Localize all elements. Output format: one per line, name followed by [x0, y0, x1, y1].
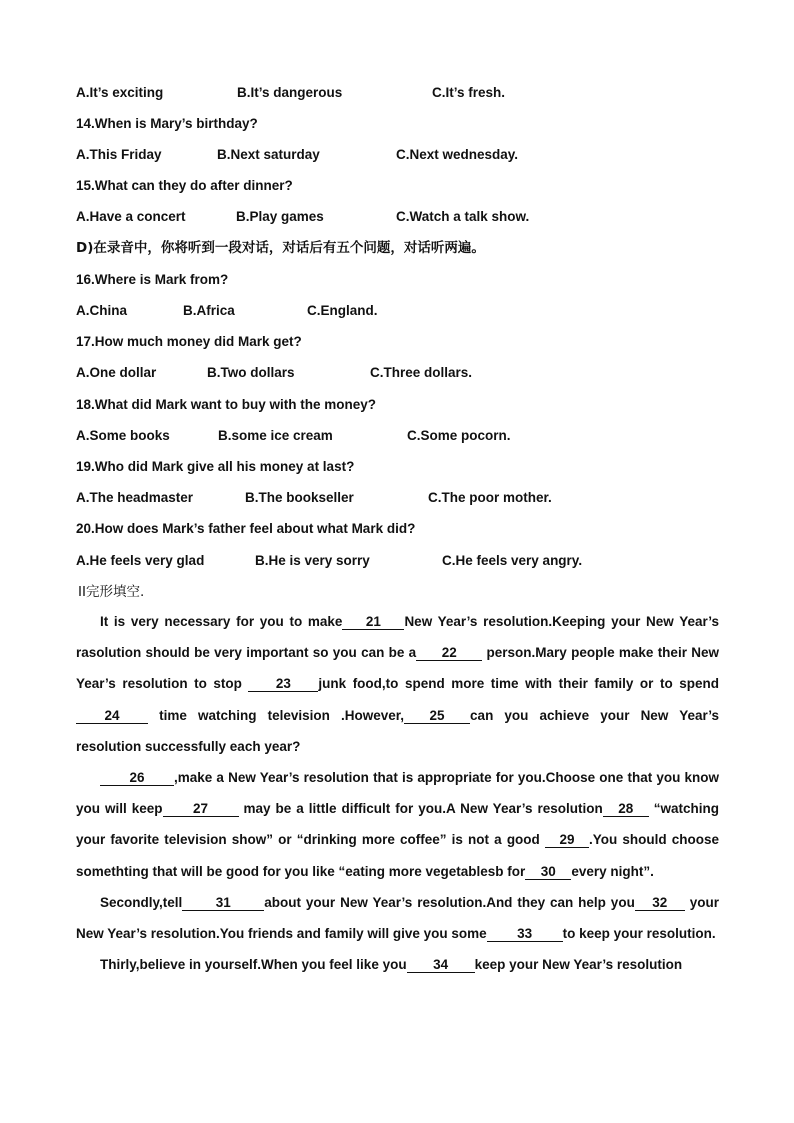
blank-27[interactable]: 27 — [163, 801, 239, 817]
q14-option-c: C.Next wednesday. — [396, 147, 519, 162]
blank-32[interactable]: 32 — [635, 895, 685, 911]
cloze-passage — [76, 606, 719, 980]
q20-option-c: C.He feels very angry. — [442, 553, 583, 568]
q16-option-b: B.Africa — [183, 303, 235, 318]
blank-24[interactable]: 24 — [76, 708, 148, 724]
q19-option-b: B.The bookseller — [245, 490, 354, 505]
q14-option-b: B.Next saturday — [217, 147, 320, 162]
q17-question: 17.How much money did Mark get? — [76, 334, 302, 349]
blank-33[interactable]: 33 — [487, 926, 563, 942]
q15-option-b: B.Play games — [236, 209, 324, 224]
blank-30[interactable]: 30 — [525, 864, 571, 880]
q13-option-c: C.It’s fresh. — [432, 85, 506, 100]
blank-21[interactable]: 21 — [342, 614, 404, 630]
blank-25[interactable]: 25 — [404, 708, 470, 724]
blank-22[interactable]: 22 — [416, 645, 482, 661]
q18-question: 18.What did Mark want to buy with the money? — [76, 397, 377, 412]
q20-question: 20.How does Mark’s father feel about what Mark did? — [76, 521, 416, 536]
cloze-paragraph-3: Secondly,tell 31 about your New Year’s resolution.And they can help you 32 your New Year’s resolution.You friends and family will give you some 33 to keep your resolution. — [76, 894, 719, 942]
blank-23[interactable]: 23 — [248, 676, 318, 692]
q14-question: 14.When is Mary’s birthday? — [76, 116, 258, 131]
blank-28[interactable]: 28 — [603, 801, 649, 817]
cloze-heading: II完形填空. — [78, 584, 145, 600]
q13-option-b: B.It’s dangerous — [237, 85, 343, 100]
q13-option-a: A.It’s exciting — [76, 85, 164, 100]
q16-question: 16.Where is Mark from? — [76, 272, 229, 287]
q17-option-b: B.Two dollars — [207, 365, 295, 380]
q14-option-a: A.This Friday — [76, 147, 162, 162]
cloze-paragraph-2: 26 ,make a New Year’s resolution that is appropriate for you.Choose one that you know you will keep 27 may be a little difficult for you.A New Year’s resolution 28 “watching your favorite television show” or “drinking more coffee” is not a good 29 .You should choose somethting that will be good for you like “eating more vegetablesb for 30 every night”. — [76, 770, 719, 879]
q15-question: 15.What can they do after dinner? — [76, 178, 293, 193]
cloze-paragraph-1: It is very necessary for you to make 21 New Year’s resolution.Keeping your New Year’s rasolution should be very important so you can be a 22 person.Mary people make their New Year’s resolution to stop 23 junk food,to spend more time with their family or to spend24 time watching television .However, 25 can you achieve your New Year’s resolution successfully each year? — [76, 614, 719, 754]
q19-option-c: C.The poor mother. — [428, 490, 552, 505]
q15-option-a: A.Have a concert — [76, 209, 186, 224]
q19-question: 19.Who did Mark give all his money at last? — [76, 459, 355, 474]
q19-option-a: A.The headmaster — [76, 490, 194, 505]
q18-option-b: B.some ice cream — [218, 428, 333, 443]
q20-option-b: B.He is very sorry — [255, 553, 370, 568]
q17-option-c: C.Three dollars. — [370, 365, 473, 380]
q17-option-a: A.One dollar — [76, 365, 157, 380]
q16-option-c: C.England. — [307, 303, 378, 318]
q18-option-a: A.Some books — [76, 428, 170, 443]
q15-option-c: C.Watch a talk show. — [396, 209, 530, 224]
blank-34[interactable]: 34 — [407, 957, 475, 973]
blank-29[interactable]: 29 — [545, 832, 589, 848]
cloze-paragraph-4: Thirly,believe in yourself.When you feel like you 34 keep your New Year’s resolution — [100, 957, 683, 973]
q20-option-a: A.He feels very glad — [76, 553, 205, 568]
blank-26[interactable]: 26 — [100, 770, 174, 786]
q18-option-c: C.Some pocorn. — [407, 428, 511, 443]
blank-31[interactable]: 31 — [182, 895, 264, 911]
section-d-instruction: D)在录音中，你将听到一段对话，对话后有五个问题，对话听两遍。 — [76, 240, 485, 256]
q16-option-a: A.China — [76, 303, 128, 318]
